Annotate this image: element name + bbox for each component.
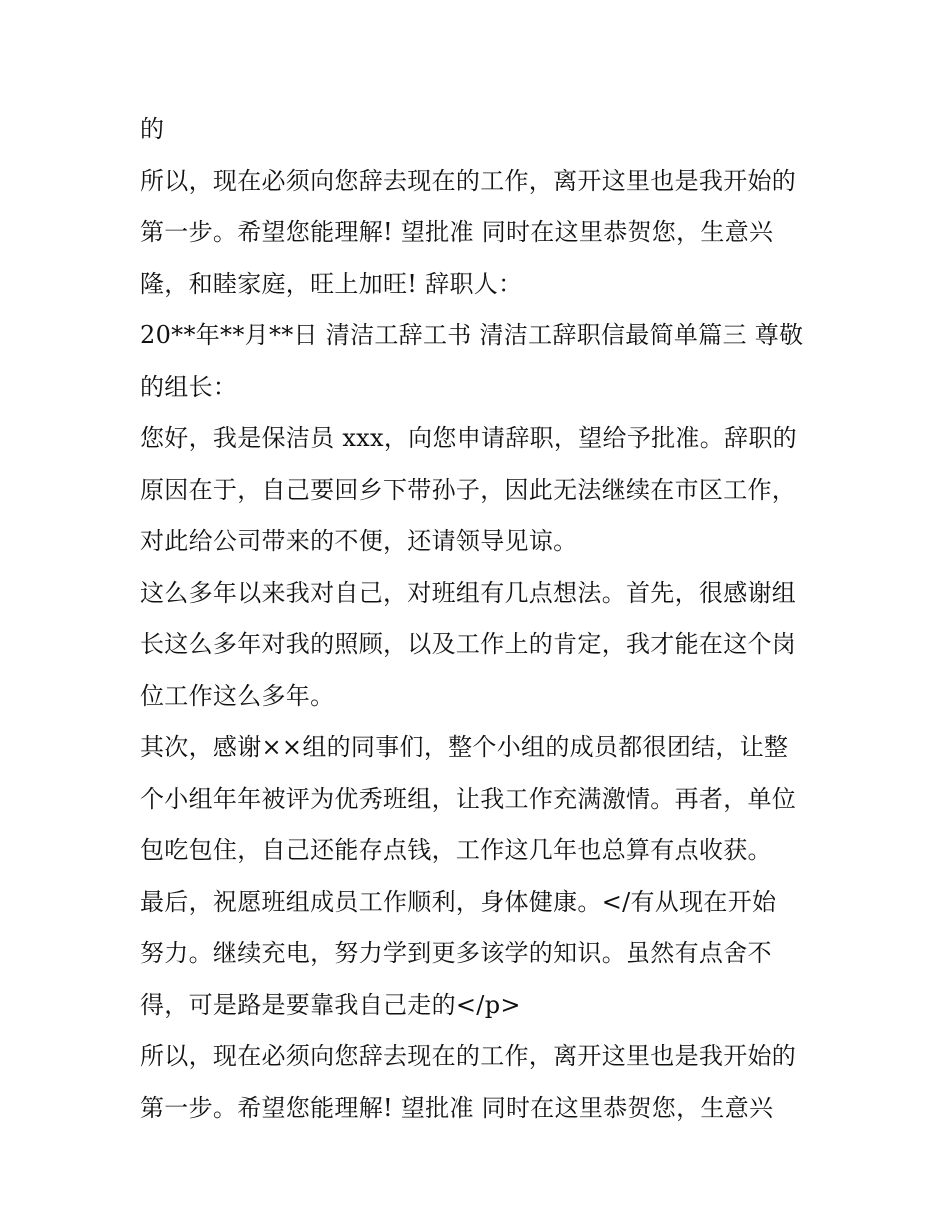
text-line: 包吃包住，自己还能存点钱，工作这几年也总算有点收获。	[140, 836, 772, 864]
text-line: 的	[140, 115, 165, 143]
text-line: 所以，现在必须向您辞去现在的工作，离开这里也是我开始的	[140, 1042, 797, 1070]
text-line: 您好，我是保洁员 xxx，向您申请辞职，望给予批准。辞职的	[140, 424, 797, 452]
text-line: 得，可是路是要靠我自己走的</p>	[140, 990, 521, 1019]
text-line: 原因在于，自己要回乡下带孙子，因此无法继续在市区工作，	[140, 475, 797, 504]
text-line: 所以，现在必须向您辞去现在的工作，离开这里也是我开始的	[140, 166, 797, 195]
text-line: 努力。继续充电，努力学到更多该学的知识。虽然有点舍不	[140, 939, 772, 967]
text-line: 位工作这么多年。	[140, 681, 335, 710]
text-line: 长这么多年对我的照顾，以及工作上的肯定，我才能在这个岗	[140, 630, 797, 658]
text-line: 的组长：	[140, 372, 238, 401]
text-line: 其次，感谢××组的同事们，整个小组的成员都很团结，让整	[140, 733, 789, 761]
text-line: 隆，和睦家庭，旺上加旺! 辞职人：	[140, 269, 523, 298]
text-line: 对此给公司带来的不便，还请领导见谅。	[140, 527, 578, 555]
document-body	[140, 104, 820, 1134]
text-line: 最后，祝愿班组成员工作顺利，身体健康。</有从现在开始	[140, 887, 777, 916]
text-line: 第一步。希望您能理解! 望批准 同时在这里恭贺您，生意兴	[140, 218, 774, 246]
text-line: 这么多年以来我对自己，对班组有几点想法。首先，很感谢组	[140, 578, 797, 607]
text-line: 个小组年年被评为优秀班组，让我工作充满激情。再者，单位	[140, 784, 797, 813]
text-line: 20**年**月**日 清洁工辞工书 清洁工辞职信最简单篇三 尊敬	[140, 321, 804, 349]
text-line: 第一步。希望您能理解! 望批准 同时在这里恭贺您，生意兴	[140, 1093, 774, 1122]
